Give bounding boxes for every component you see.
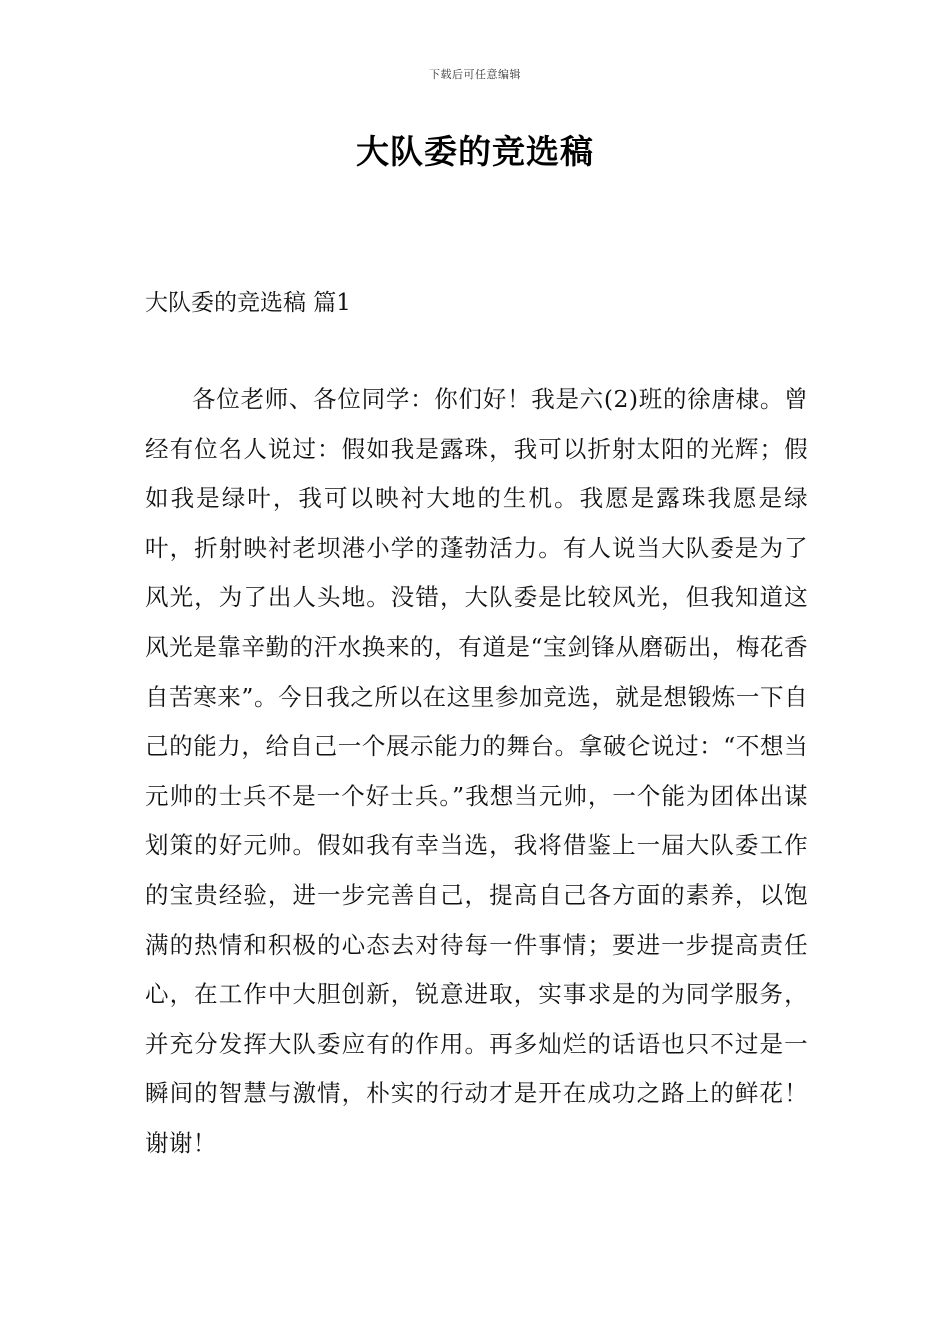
section-heading: 大队委的竞选稿 篇1	[145, 290, 351, 316]
document-title: 大队委的竞选稿	[356, 132, 594, 171]
header-note: 下载后可任意编辑	[429, 68, 521, 81]
body-paragraph: 各位老师、各位同学：你们好！我是六(2)班的徐唐棣。曾经有位名人说过：假如我是露珠，我可以折射太阳的光辉；假如我是绿叶，我可以映衬大地的生机。我愿是露珠我愿是绿叶，折射映衬老坝港小学的蓬勃活力。有人说当大队委是为了风光，为了出人头地。没错，大队委是比较风光，但我知道这风光是靠辛勤的汗水换来的，有道是“宝剑锋从磨砺出，梅花香自苦寒来”。今日我之所以在这里参加竞选，就是想锻炼一下自己的能力，给自己一个展示能力的舞台。拿破仑说过：“不想当元帅的士兵不是一个好士兵。”我想当元帅，一个能为团体出谋划策的好元帅。假如我有幸当选，我将借鉴上一届大队委工作的宝贵经验，进一步完善自己，提高自己各方面的素养，以饱满的热情和积极的心态去对待每一件事情；要进一步提高责任心，在工作中大胆创新，锐意进取，实事求是的为同学服务，并充分发挥大队委应有的作用。再多灿烂的话语也只不过是一瞬间的智慧与激情，朴实的行动才是开在成功之路上的鲜花！谢谢！	[145, 385, 808, 1157]
